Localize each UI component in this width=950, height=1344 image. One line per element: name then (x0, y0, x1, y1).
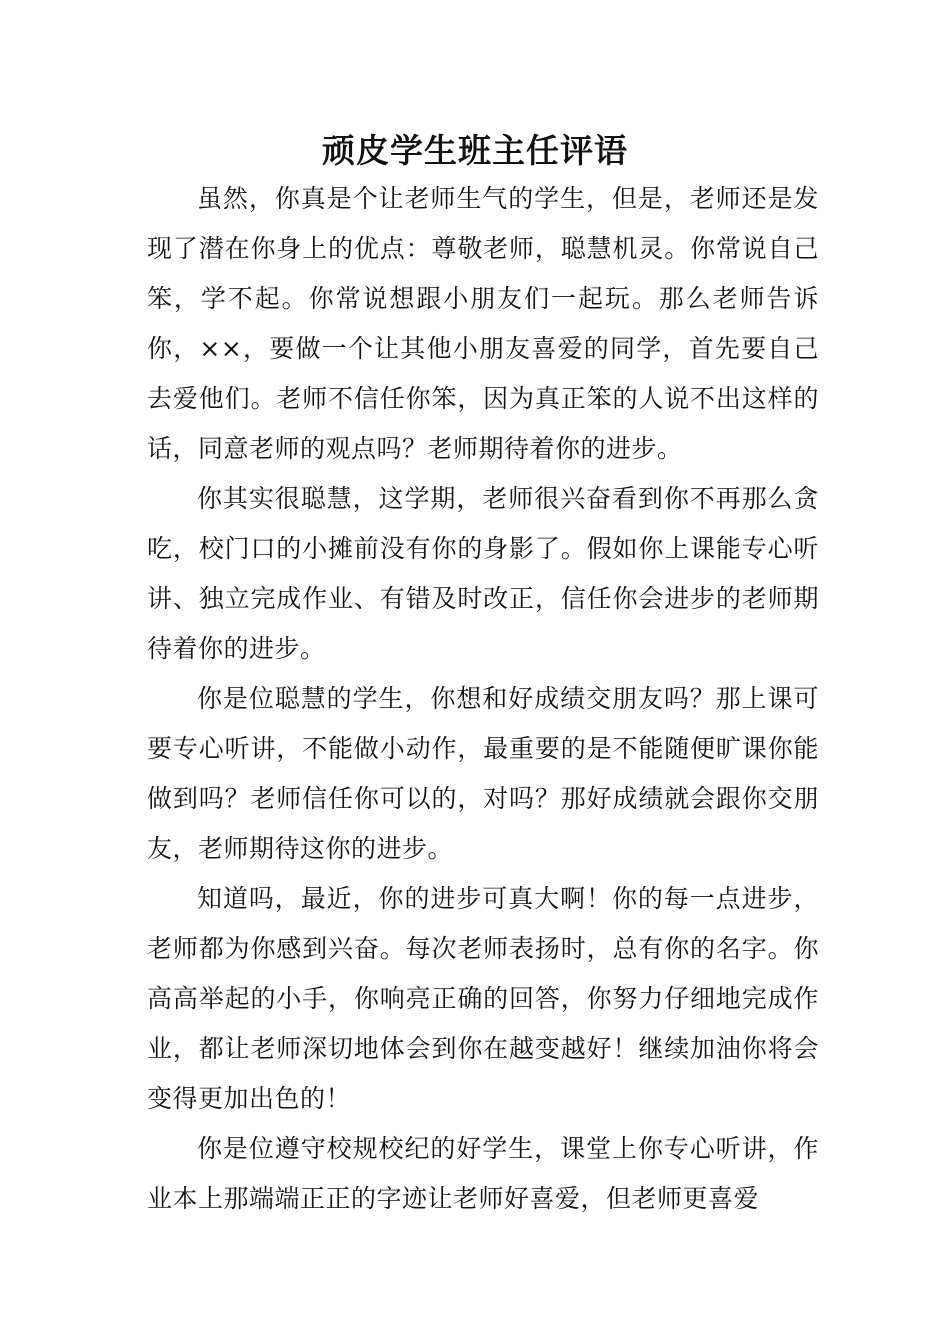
paragraph: 你是位聪慧的学生，你想和好成绩交朋友吗？那上课可要专心听讲，不能做小动作，最重要的是不能随便旷课你能做到吗？老师信任你可以的，对吗？那好成绩就会跟你交朋友，老师期待这你的进步。 (147, 684, 819, 863)
document-title: 顽皮学生班主任评语 (322, 131, 628, 170)
document-body (147, 174, 819, 1224)
paragraph: 知道吗，最近，你的进步可真大啊！你的每一点进步，老师都为你感到兴奋。每次老师表扬时，总有你的名字。你高高举起的小手，你响亮正确的回答，你努力仔细地完成作业，都让老师深切地体会到你在越变越好！继续加油你将会变得更加出色的！ (147, 884, 819, 1113)
paragraph: 你其实很聪慧，这学期，老师很兴奋看到你不再那么贪吃，校门口的小摊前没有你的身影了。假如你上课能专心听讲、独立完成作业、有错及时改正，信任你会进步的老师期待着你的进步。 (147, 484, 819, 663)
paragraph: 虽然，你真是个让老师生气的学生，但是，老师还是发现了潜在你身上的优点：尊敬老师，聪慧机灵。你常说自己笨，学不起。你常说想跟小朋友们一起玩。那么老师告诉你，××，要做一个让其他小朋友喜爱的同学，首先要自己去爱他们。老师不信任你笨，因为真正笨的人说不出这样的话，同意老师的观点吗？老师期待着你的进步。 (147, 184, 819, 463)
paragraph: 你是位遵守校规校纪的好学生，课堂上你专心听讲，作业本上那端端正正的字迹让老师好喜爱，但老师更喜爱 (147, 1134, 819, 1213)
